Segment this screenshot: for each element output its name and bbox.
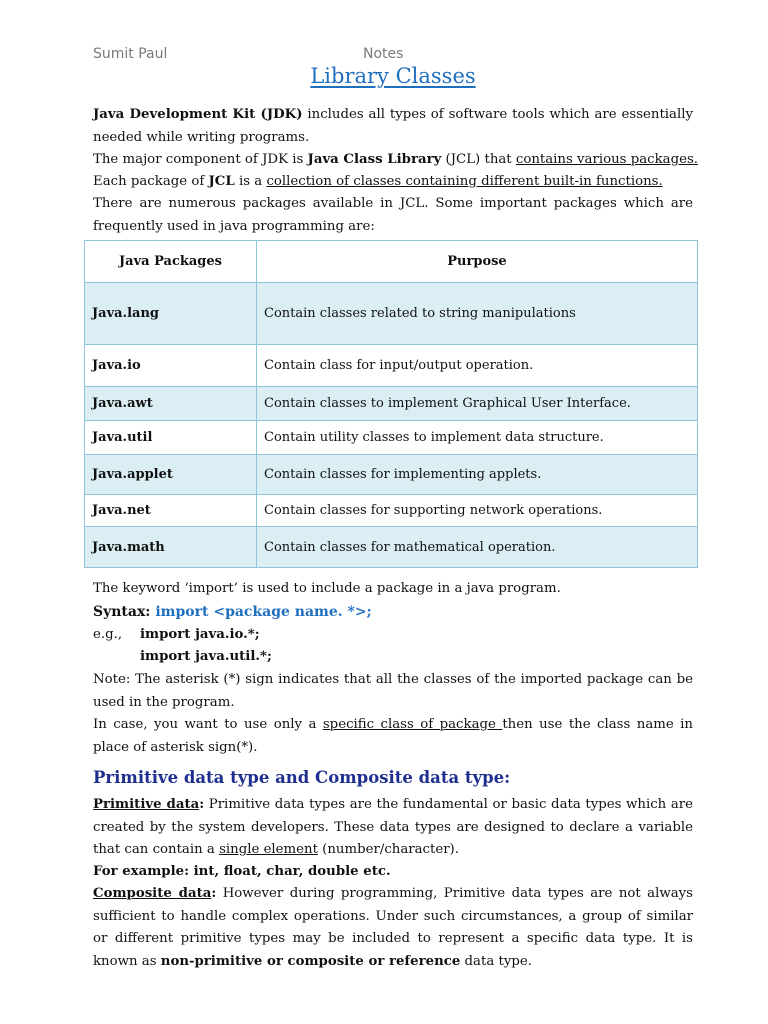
composite-text: However during programming, Primitive data types are not always sufficient to handle complex operations. Under such circumstances, a group of similar or different primitive types may be included to represent a specific data type. It is known as (93, 886, 693, 969)
example-import-io: import java.io.*; (140, 627, 260, 642)
datatypes-heading: Primitive data type and Composite data type: (93, 768, 511, 787)
example-types-line (93, 861, 693, 884)
composite-label: Composite data (93, 886, 212, 901)
pkg-underlined: collection of classes containing different built-in functions. (266, 174, 663, 189)
composite-end: data type. (460, 953, 532, 969)
package-name: Java.util (85, 421, 257, 455)
jdk-description: includes all types of software tools which are essentially needed while writing programs. (93, 107, 693, 145)
jcl-underlined: contains various packages. (515, 152, 699, 167)
package-name: Java.net (85, 495, 257, 527)
pkg-term: JCL (208, 174, 235, 189)
syntax-code: import <package name. *>; (155, 604, 372, 620)
jdk-term: Java Development Kit (JDK) (93, 107, 303, 122)
example-types: For example: int, float, char, double etc. (93, 864, 391, 879)
package-purpose: Contain classes for mathematical operation. (257, 527, 698, 568)
intro-package-paragraph (93, 171, 693, 194)
package-name: Java.lang (85, 283, 257, 345)
jcl-text-1: The major component of JDK is (93, 152, 308, 167)
intro-jdk-paragraph (93, 104, 693, 149)
primitive-underlined: single element (219, 842, 318, 857)
case-underlined: specific class of package (322, 717, 503, 732)
package-purpose: Contain classes to implement Graphical User Interface. (257, 387, 698, 421)
package-purpose: Contain classes for implementing applets. (257, 455, 698, 495)
syntax-line (93, 601, 693, 624)
primitive-text-1: Primitive data types are the fundamental or basic data types which are created by the system developers. These data types are designed to declare a variable that can contain a (93, 797, 693, 857)
package-name: Java.applet (85, 455, 257, 495)
composite-colon: : (211, 886, 217, 901)
example-line-2 (140, 646, 640, 669)
package-purpose: Contain utility classes to implement data structure. (257, 421, 698, 455)
header-notes: Notes (363, 46, 404, 62)
table-row (85, 387, 698, 421)
example-line-1 (93, 624, 693, 647)
package-name: Java.math (85, 527, 257, 568)
composite-paragraph (93, 883, 693, 973)
pkg-text-2: is a (234, 174, 267, 189)
package-purpose: Contain class for input/output operation. (257, 345, 698, 387)
page-title: Library Classes (310, 64, 476, 88)
table-row (85, 283, 698, 345)
package-purpose: Contain classes related to string manipulations (257, 283, 698, 345)
table-row (85, 421, 698, 455)
package-purpose: Contain classes for supporting network operations. (257, 495, 698, 527)
packages-table (84, 240, 698, 568)
header-author: Sumit Paul (93, 46, 168, 62)
table-row (85, 455, 698, 495)
primitive-colon: : (199, 797, 205, 812)
composite-bold-term: non-primitive or composite or reference (160, 953, 461, 969)
syntax-label: Syntax: (93, 604, 156, 620)
primitive-text-2: (number/character). (317, 842, 459, 857)
jcl-text-2: (JCL) that (441, 152, 516, 167)
case-text-1: In case, you want to use only a (93, 717, 323, 732)
example-import-util: import java.util.*; (140, 649, 272, 664)
table-row (85, 527, 698, 568)
table-header-row (85, 241, 698, 283)
case-paragraph (93, 714, 693, 759)
jcl-term: Java Class Library (307, 152, 442, 167)
table-header-purpose: Purpose (257, 241, 698, 283)
case-text-2: then use the class name in place of asterisk sign(*). (93, 717, 693, 755)
package-name: Java.awt (85, 387, 257, 421)
table-row (85, 495, 698, 527)
table-row (85, 345, 698, 387)
intro-numerous-paragraph: There are numerous packages available in JCL. Some important packages which are frequently used in java programming are: (93, 196, 693, 234)
primitive-label: Primitive data (93, 797, 200, 812)
package-name: Java.io (85, 345, 257, 387)
note-paragraph: Note: The asterisk (*) sign indicates that all the classes of the imported package can be used in the program. (93, 672, 693, 710)
table-header-packages: Java Packages (85, 241, 257, 283)
import-keyword-line: The keyword ‘import’ is used to include a package in a java program. (93, 581, 561, 596)
primitive-paragraph (93, 794, 693, 862)
example-label: e.g., (93, 627, 123, 642)
intro-jcl-paragraph (93, 149, 699, 172)
pkg-text-1: Each package of (93, 174, 209, 189)
